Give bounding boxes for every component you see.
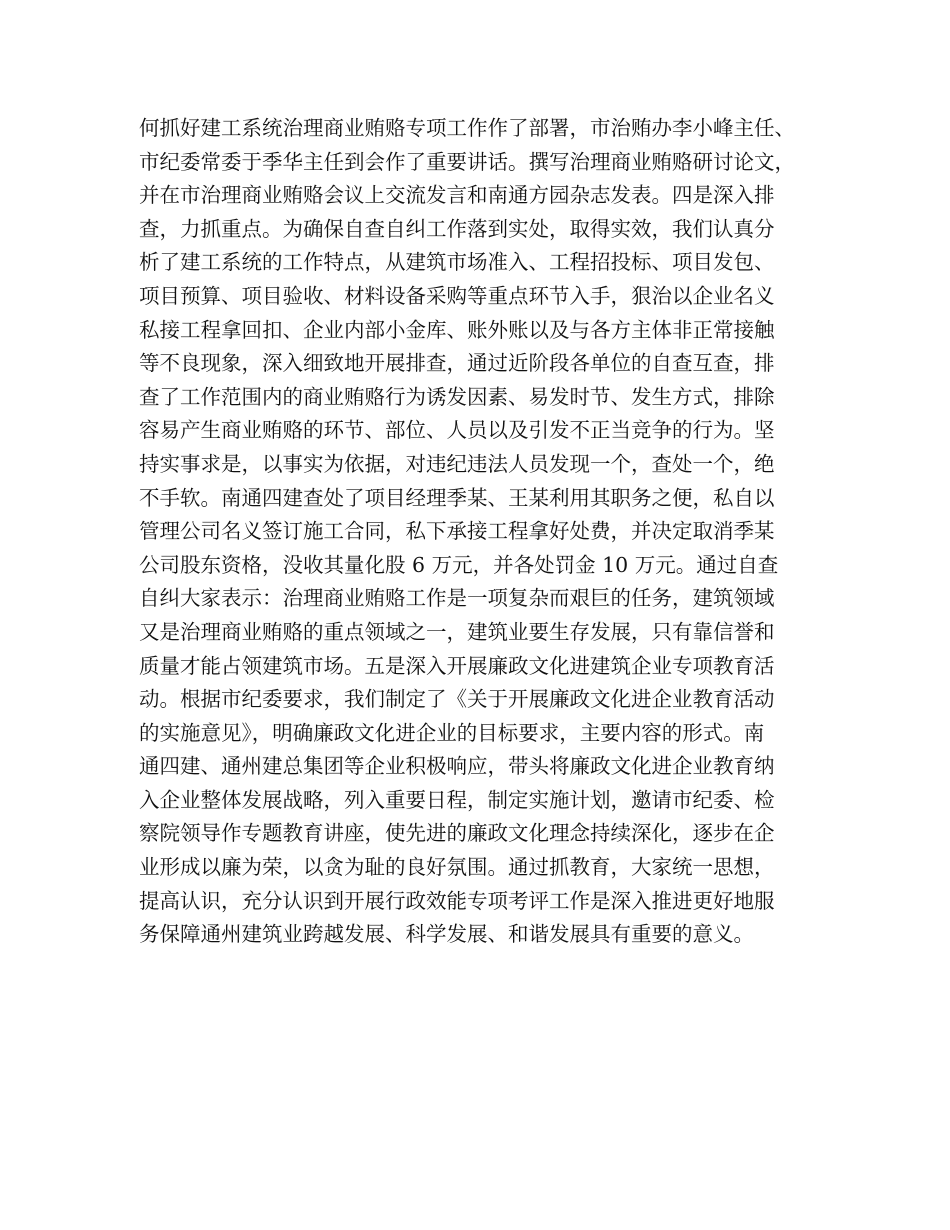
text-line: 又是治理商业贿赂的重点领域之一，建筑业要生存发展，只有靠信誉和	[139, 619, 775, 644]
text-line: 何抓好建工系统治理商业贿赂专项工作作了部署，市治贿办李小峰主任、	[139, 116, 795, 140]
text-line: 并在市治理商业贿赂会议上交流发言和南通方园杂志发表。四是深入排	[139, 183, 775, 208]
text-line: 通四建、通州建总集团等企业积极响应，带头将廉政文化进企业教育纳	[139, 754, 775, 779]
text-line: 动。根据市纪委要求，我们制定了《关于开展廉政文化进企业教育活动	[139, 687, 775, 712]
text-line: 管理公司名义签订施工合同，私下承接工程拿好处费，并决定取消季某	[139, 519, 775, 544]
text-line: 容易产生商业贿赂的环节、部位、人员以及引发不正当竞争的行为。坚	[139, 418, 775, 443]
text-line: 察院领导作专题教育讲座，使先进的廉政文化理念持续深化，逐步在企	[139, 821, 775, 846]
text-line: 析了建工系统的工作特点，从建筑市场准入、工程招投标、项目发包、	[139, 250, 775, 275]
text-line: 公司股东资格，没收其量化股 6 万元，并各处罚金 10 万元。通过自查	[139, 552, 779, 577]
text-line: 自纠大家表示：治理商业贿赂工作是一项复杂而艰巨的任务，建筑领域	[139, 586, 775, 611]
text-line: 不手软。南通四建查处了项目经理季某、王某利用其职务之便，私自以	[139, 485, 775, 510]
text-line: 业形成以廉为荣，以贪为耻的良好氛围。通过抓教育，大家统一思想，	[139, 855, 775, 880]
text-line: 市纪委常委于季华主任到会作了重要讲话。撰写治理商业贿赂研讨论文，	[139, 149, 795, 174]
text-line: 质量才能占领建筑市场。五是深入开展廉政文化进建筑企业专项教育活	[139, 653, 775, 678]
text-line: 的实施意见》，明确廉政文化进企业的目标要求，主要内容的形式。南	[139, 720, 765, 745]
text-line: 查了工作范围内的商业贿赂行为诱发因素、易发时节、发生方式，排除	[139, 384, 775, 409]
text-line: 查，力抓重点。为确保自查自纠工作落到实处，取得实效，我们认真分	[139, 216, 775, 241]
text-line: 项目预算、项目验收、材料设备采购等重点环节入手，狠治以企业名义	[139, 283, 775, 308]
text-line: 等不良现象，深入细致地开展排查，通过近阶段各单位的自查互查，排	[139, 351, 775, 376]
body-paragraph	[139, 112, 829, 952]
text-line: 务保障通州建筑业跨越发展、科学发展、和谐发展具有重要的意义。	[139, 922, 754, 947]
text-line: 私接工程拿回扣、企业内部小金库、账外账以及与各方主体非正常接触	[139, 317, 775, 342]
text-line: 入企业整体发展战略，列入重要日程，制定实施计划，邀请市纪委、检	[139, 787, 775, 812]
text-line: 持实事求是，以事实为依据，对违纪违法人员发现一个，查处一个，绝	[139, 451, 775, 476]
text-line: 提高认识，充分认识到开展行政效能专项考评工作是深入推进更好地服	[139, 888, 775, 913]
